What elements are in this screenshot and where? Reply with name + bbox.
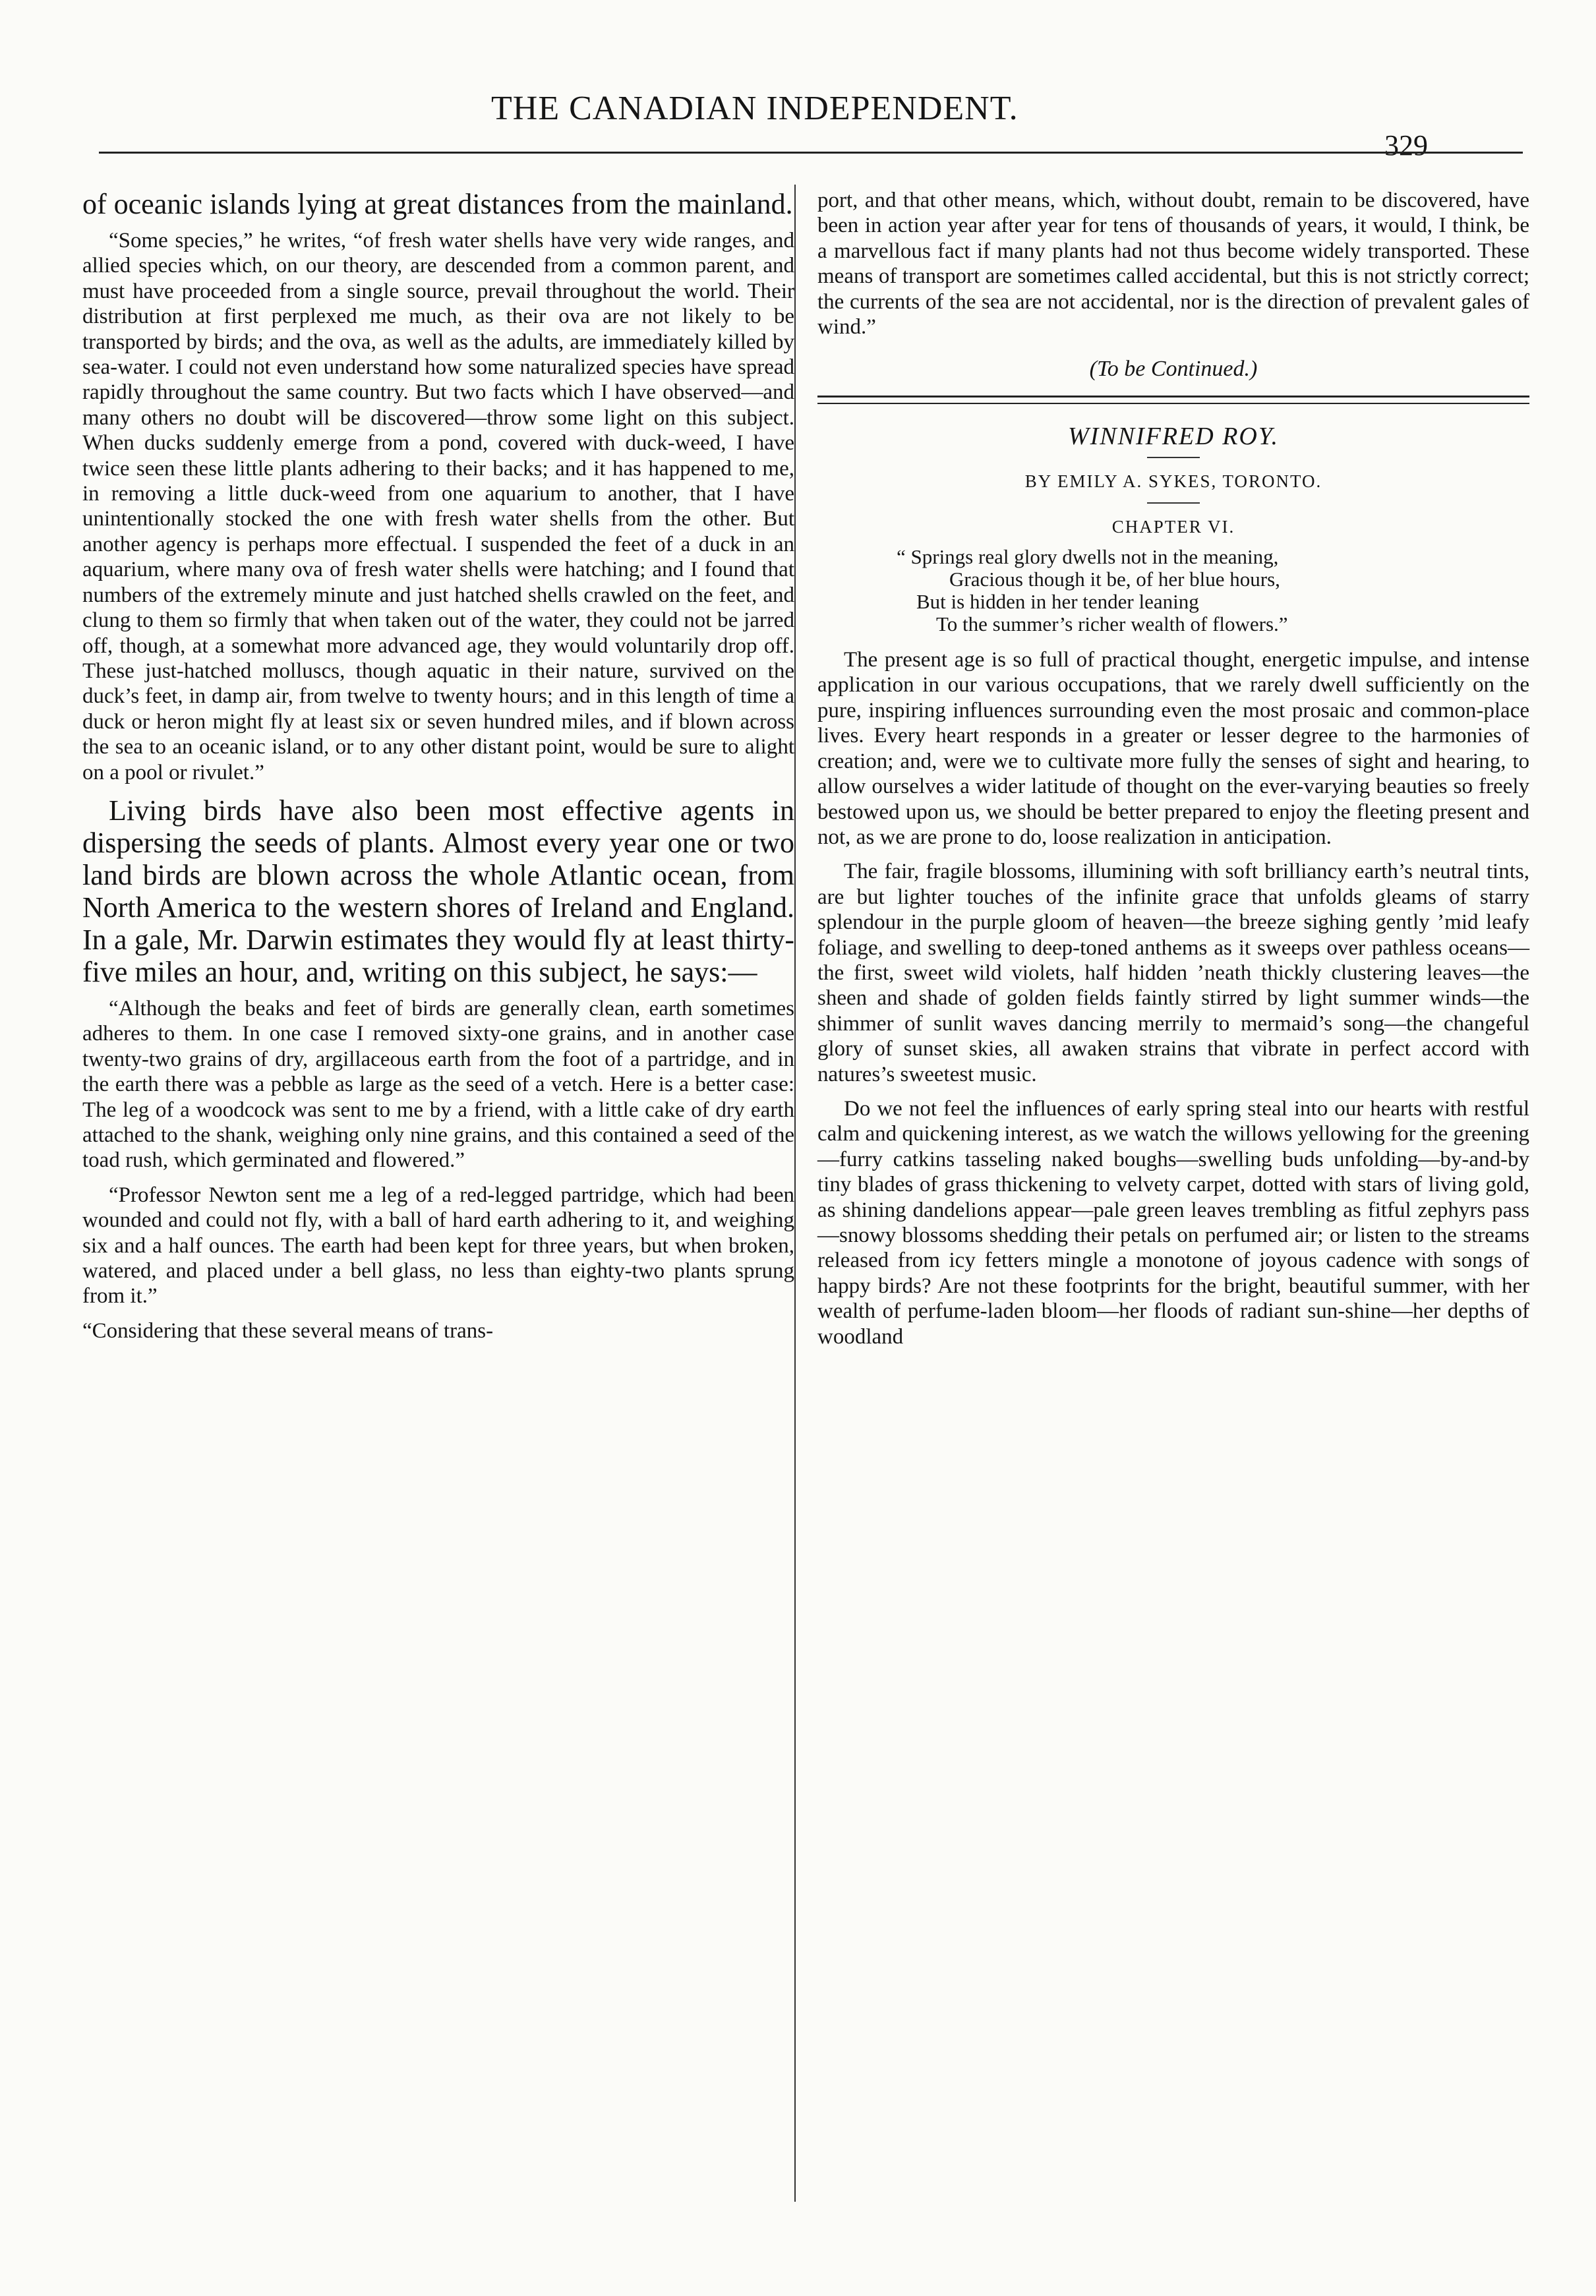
left-paragraph-5: “Professor Newton sent me a leg of a red-legged partridge, which had been wounded and could not fly, with a ball of hard earth adhering to it, and weighing six and a half ounces. The earth had been kept for three years, but when broken, watered, and placed under a bell glass, no less than eighty-two plants sprung from it.”: [82, 1183, 794, 1309]
left-column: [82, 188, 794, 1353]
header-rule: [99, 152, 1523, 154]
left-paragraph-4: “Although the beaks and feet of birds are generally clean, earth sometimes adheres to them. In one case I removed sixty-one grains, and in another case twenty-two grains of dry, argillaceous earth from the foot of a partridge, and in the earth there was a pebble as large as the seed of a vetch. Here is a better case: The leg of a woodcock was sent to me by a friend, with a little cake of dry earth attached to the shank, weighing only nine grains, and this contained a seed of the toad rush, which germinated and flowered.”: [82, 996, 794, 1173]
poem-line-3: But is hidden in her tender leaning: [916, 590, 1199, 614]
title-rule: [1147, 457, 1200, 458]
right-paragraph-1: port, and that other means, which, without doubt, remain to be discovered, have been in action year after year for tens of thousands of years, it would, I think, be a marvellous fact if many plants had not thus become widely transported. These means of transport are sometimes called accidental, but this is not strictly correct; the currents of the sea are not accidental, nor is the direction of prevalent gales of wind.”: [817, 189, 1529, 339]
chapter-heading: CHAPTER VI.: [1111, 516, 1235, 537]
page-header: [99, 76, 1523, 162]
left-paragraph-3: Living birds have also been most effective agents in dispersing the seeds of plants. Almost every year one or two land birds are blown across the whole Atlantic ocean, from North America to the western shores of Ireland and England. In a gale, Mr. Darwin estimates they would fly at least thirty-five miles an hour, and, writing on this subject, he says:—: [82, 794, 794, 988]
to-be-continued: (To be Continued.): [1089, 357, 1258, 382]
column-divider: [794, 185, 796, 2202]
section-divider: [817, 396, 1529, 404]
right-paragraph-3: The fair, fragile blossoms, illumining with soft brilliancy earth’s neutral tints, are but lighter touches of the infinite grace that unfolds gleams of starry splendour in the purple gloom of heaven—the breeze sighing gently ’mid leafy foliage, and swelling to deep-toned anthems as it sweeps over pathless oceans—the first, sweet wild violets, half hidden ’neath thickly clustering leaves—the sheen and shade of golden fields faintly stirred by light summer winds—the shimmer of sunlit waves dancing merrily to mermaid’s song—the changeful glory of sunset skies, all awaken strains that vibrate in perfect accord with natures’s sweetest music.: [817, 860, 1529, 1086]
left-paragraph-6: “Considering that these several means of trans-: [82, 1318, 494, 1343]
left-paragraph-1: of oceanic islands lying at great distances from the mainland.: [82, 188, 793, 220]
epigraph-poem: [817, 546, 1529, 635]
left-paragraph-2: “Some species,” he writes, “of fresh water shells have very wide ranges, and allied species which, on our theory, are descended from a common parent, and must have proceeded from a single source, prevail throughout the world. Their distribution at first perplexed me much, as their ova are not likely to be transported by birds; and the ova, as well as the adults, are immediately killed by sea-water. I could not even understand how some naturalized species have spread rapidly throughout the same country. But two facts which I have observed—and many others no doubt will be discovered—throw some light on this subject. When ducks suddenly emerge from a pond, covered with duck-weed, I have twice seen these little plants adhering to their backs; and it has happened to me, in removing a little duck-weed from one aquarium to another, that I have unintentionally stocked the one with fresh water shells from the other. But another agency is perhaps more effectual. I suspended the feet of a duck in an aquarium, where many ova of fresh water shells were hatching; and I found that numbers of the extremely minute and just hatched shells crawled on the feet, and clung to them so firmly that when taken out of the water, they could not be jarred off, though, at a somewhat more advanced age, they would voluntarily drop off. These just-hatched molluscs, though aquatic in their nature, survived on the duck’s feet, in damp air, from twelve to twenty hours; and in this length of time a duck or heron might fly at least six or seven hundred miles, and if blown across the sea to an oceanic island, or to any other distant point, would be sure to alight on a pool or rivulet.”: [82, 229, 794, 784]
poem-line-1: “ Springs real glory dwells not in the meaning,: [897, 545, 1279, 569]
right-paragraph-2: The present age is so full of practical thought, energetic impulse, and intense application in our various occupations, that we rarely dwell sufficiently on the pure, inspiring influences surrounding even the most prosaic and common-place lives. Every heart responds in a greater or lesser degree to the harmonies of creation; and, were we to cultivate more fully the senses of sight and hearing, to allow ourselves a wider latitude of thought on the ever-varying beauties so freely bestowed upon us, we should be better prepared to enjoy the fleeting present and not, as we are prone to do, loose realization in anticipation.: [817, 648, 1529, 849]
poem-line-2: Gracious though it be, of her blue hours,: [949, 568, 1280, 591]
page-number: 329: [1384, 129, 1428, 162]
story-title: WINNIFRED ROY.: [1067, 422, 1280, 450]
poem-line-4: To the summer’s richer wealth of flowers.”: [936, 612, 1288, 636]
byline-rule: [1147, 502, 1200, 504]
right-column: [817, 188, 1529, 1359]
publication-title: THE CANADIAN INDEPENDENT.: [491, 90, 1019, 127]
right-paragraph-4: Do we not feel the influences of early spring steal into our hearts with restful calm and quickening interest, as we watch the willows yellowing for the greening—furry catkins tasseling naked boughs—swelling buds unfolding—by-and-by tiny blades of grass thickening to velvety carpet, dotted with stars of living gold, as shining dandelions appear—pale green leaves trembling as fitful zephyrs pass—snowy blossoms shedding their petals on perfumed air; or listen to the streams released from icy fetters mingle a monotone of joyous cadence with songs of happy birds? Are not these footprints for the bright, beautiful summer, with her wealth of perfume-laden bloom—her floods of radiant sun-shine—her depths of woodland: [817, 1096, 1529, 1349]
byline: BY EMILY A. SYKES, TORONTO.: [1024, 471, 1322, 492]
